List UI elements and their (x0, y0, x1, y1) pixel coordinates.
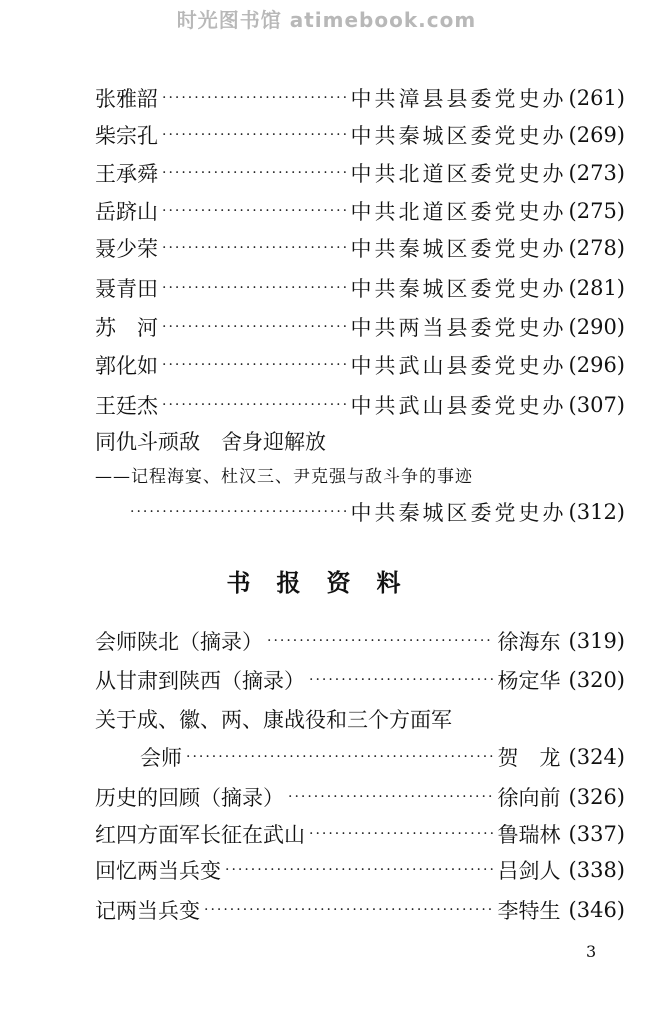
dot-leader (186, 749, 494, 765)
toc-entry[interactable] (95, 893, 625, 927)
entry-unit: 中共武山县委党史办 (350, 394, 567, 418)
entry-title: 红四方面军长征在武山 (95, 823, 305, 847)
dot-leader (162, 319, 347, 335)
entry-title: 回忆两当兵变 (95, 859, 221, 883)
toc-entry[interactable] (95, 388, 625, 422)
toc-entry[interactable] (95, 194, 625, 228)
toc-entry[interactable] (95, 156, 625, 190)
entry-title: 历史的回顾（摘录） (95, 786, 284, 810)
entry-page: (324) (568, 745, 625, 769)
entry-name: 王承舜 (95, 162, 158, 186)
dot-leader (162, 357, 347, 373)
toc-entry[interactable] (95, 118, 625, 152)
entry-unit: 中共武山县委党史办 (350, 354, 567, 378)
toc-entry-subtitle: ——记程海宴、杜汉三、尹克强与敌斗争的事迹 (95, 467, 473, 487)
toc-entry[interactable] (95, 624, 625, 658)
section-title: 书报资料 (226, 568, 427, 597)
entry-page: (346) (568, 898, 625, 922)
entry-author: 吕剑人 (497, 859, 561, 883)
entry-name: 岳跻山 (95, 200, 158, 224)
dot-leader (225, 862, 494, 878)
toc-entry[interactable] (95, 271, 625, 305)
entry-name: 郭化如 (95, 354, 158, 378)
dot-leader (267, 633, 494, 649)
dot-leader (288, 789, 494, 805)
entry-page: (312) (568, 500, 625, 524)
dot-leader (162, 165, 347, 181)
entry-page: (275) (568, 199, 625, 223)
entry-unit: 中共北道区委党史办 (350, 162, 567, 186)
toc-entry[interactable] (95, 780, 625, 814)
toc-entry[interactable] (95, 231, 625, 265)
entry-name: 聂少荣 (95, 237, 158, 261)
toc-entry[interactable] (95, 81, 625, 115)
entry-title: 从甘肃到陕西（摘录） (95, 669, 305, 693)
entry-page: (337) (568, 822, 625, 846)
dot-leader (130, 504, 347, 520)
entry-unit: 中共北道区委党史办 (350, 200, 567, 224)
entry-page: (281) (568, 276, 625, 300)
entry-name: 聂青田 (95, 277, 158, 301)
entry-name: 张雅韶 (95, 87, 158, 111)
toc-entry[interactable] (95, 663, 625, 697)
entry-title: 会师陕北（摘录） (95, 630, 263, 654)
entry-title: 记两当兵变 (95, 899, 200, 923)
entry-name: 柴宗孔 (95, 124, 158, 148)
entry-page: (269) (568, 123, 625, 147)
entry-unit: 中共漳县县委党史办 (350, 87, 567, 111)
dot-leader (162, 127, 347, 143)
entry-page: (319) (568, 629, 625, 653)
entry-unit: 中共秦城区委党史办 (350, 237, 567, 261)
entry-page: (320) (568, 668, 625, 692)
toc-entry-title[interactable]: 关于成、徽、两、康战役和三个方面军 (95, 708, 452, 732)
entry-unit: 中共秦城区委党史办 (350, 124, 567, 148)
site-watermark: 时光图书馆 atimebook.com (176, 8, 477, 32)
dot-leader (162, 203, 347, 219)
dot-leader (162, 90, 347, 106)
dot-leader (162, 397, 347, 413)
dot-leader (162, 280, 347, 296)
entry-name: 王廷杰 (95, 394, 158, 418)
dot-leader (309, 826, 494, 842)
toc-entry[interactable] (95, 348, 625, 382)
entry-page: (278) (568, 236, 625, 260)
entry-author: 李特生 (497, 899, 561, 923)
entry-unit: 中共两当县委党史办 (350, 316, 567, 340)
entry-page: (338) (568, 858, 625, 882)
dot-leader (309, 672, 494, 688)
entry-author: 鲁瑞林 (497, 823, 561, 847)
dot-leader (162, 240, 347, 256)
entry-title: 会师 (140, 746, 182, 770)
page-number: 3 (586, 942, 597, 961)
toc-entry[interactable] (95, 853, 625, 887)
entry-page: (273) (568, 161, 625, 185)
entry-page: (307) (568, 393, 625, 417)
toc-entry[interactable] (130, 495, 625, 529)
toc-entry[interactable] (140, 740, 625, 774)
entry-page: (296) (568, 353, 625, 377)
entry-name: 苏 河 (95, 316, 158, 340)
entry-page: (326) (568, 785, 625, 809)
entry-page: (290) (568, 315, 625, 339)
toc-entry-title[interactable]: 同仇斗顽敌 舍身迎解放 (95, 430, 326, 454)
toc-entry[interactable] (95, 310, 625, 344)
entry-author: 贺 龙 (497, 746, 561, 770)
entry-author: 徐海东 (497, 630, 561, 654)
toc-entry[interactable] (95, 817, 625, 851)
entry-author: 徐向前 (497, 786, 561, 810)
entry-unit: 中共秦城区委党史办 (350, 277, 567, 301)
entry-page: (261) (568, 86, 625, 110)
dot-leader (204, 902, 494, 918)
entry-unit: 中共秦城区委党史办 (350, 501, 567, 525)
entry-author: 杨定华 (497, 669, 561, 693)
